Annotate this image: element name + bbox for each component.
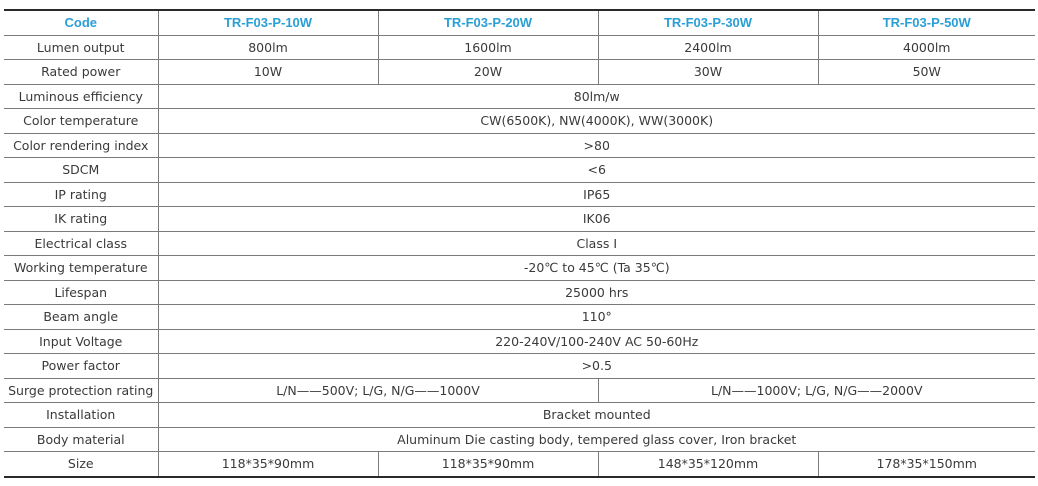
cell-value: 25000 hrs bbox=[158, 280, 1035, 305]
cell-value: 118*35*90mm bbox=[378, 452, 598, 477]
cell-value: 30W bbox=[598, 60, 818, 85]
model-header: TR-F03-P-30W bbox=[598, 10, 818, 35]
cell-value: >0.5 bbox=[158, 354, 1035, 379]
table-row bbox=[4, 84, 1035, 109]
cell-value: 4000lm bbox=[818, 35, 1035, 60]
row-label: Size bbox=[4, 452, 158, 477]
row-label: Installation bbox=[4, 403, 158, 428]
row-label: Color rendering index bbox=[4, 133, 158, 158]
cell-value: 118*35*90mm bbox=[158, 452, 378, 477]
row-label: Lifespan bbox=[4, 280, 158, 305]
model-header: TR-F03-P-20W bbox=[378, 10, 598, 35]
row-label: Luminous efficiency bbox=[4, 84, 158, 109]
model-header: TR-F03-P-10W bbox=[158, 10, 378, 35]
cell-value: CW(6500K), NW(4000K), WW(3000K) bbox=[158, 109, 1035, 134]
cell-value: 178*35*150mm bbox=[818, 452, 1035, 477]
cell-value: 220-240V/100-240V AC 50-60Hz bbox=[158, 329, 1035, 354]
row-label: Working temperature bbox=[4, 256, 158, 281]
table-row bbox=[4, 256, 1035, 281]
row-label: Color temperature bbox=[4, 109, 158, 134]
table-row bbox=[4, 35, 1035, 60]
table-row bbox=[4, 133, 1035, 158]
table-row bbox=[4, 378, 1035, 403]
row-label: Lumen output bbox=[4, 35, 158, 60]
row-label: IK rating bbox=[4, 207, 158, 232]
table-row bbox=[4, 280, 1035, 305]
row-label: Beam angle bbox=[4, 305, 158, 330]
table-row bbox=[4, 427, 1035, 452]
row-label: IP rating bbox=[4, 182, 158, 207]
cell-value: <6 bbox=[158, 158, 1035, 183]
table-row bbox=[4, 452, 1035, 477]
cell-value: Aluminum Die casting body, tempered glass cover, Iron bracket bbox=[158, 427, 1035, 452]
cell-value: Class I bbox=[158, 231, 1035, 256]
cell-value: Bracket mounted bbox=[158, 403, 1035, 428]
cell-value: 1600lm bbox=[378, 35, 598, 60]
row-label: Surge protection rating bbox=[4, 378, 158, 403]
cell-value: IP65 bbox=[158, 182, 1035, 207]
cell-value: 20W bbox=[378, 60, 598, 85]
row-label: SDCM bbox=[4, 158, 158, 183]
table-row bbox=[4, 354, 1035, 379]
table-row bbox=[4, 305, 1035, 330]
table-row bbox=[4, 109, 1035, 134]
cell-value: -20℃ to 45℃ (Ta 35℃) bbox=[158, 256, 1035, 281]
cell-value: L/N——500V; L/G, N/G——1000V bbox=[158, 378, 598, 403]
row-label: Body material bbox=[4, 427, 158, 452]
cell-value: IK06 bbox=[158, 207, 1035, 232]
spec-table bbox=[4, 9, 1035, 478]
cell-value: 148*35*120mm bbox=[598, 452, 818, 477]
model-header: TR-F03-P-50W bbox=[818, 10, 1035, 35]
table-row bbox=[4, 182, 1035, 207]
cell-value: 110° bbox=[158, 305, 1035, 330]
cell-value: 80lm/w bbox=[158, 84, 1035, 109]
table-row bbox=[4, 231, 1035, 256]
row-label: Electrical class bbox=[4, 231, 158, 256]
cell-value: 10W bbox=[158, 60, 378, 85]
cell-value: L/N——1000V; L/G, N/G——2000V bbox=[598, 378, 1035, 403]
header-row bbox=[4, 10, 1035, 35]
row-label: Input Voltage bbox=[4, 329, 158, 354]
table-row bbox=[4, 403, 1035, 428]
table-row bbox=[4, 60, 1035, 85]
row-label: Rated power bbox=[4, 60, 158, 85]
table-row bbox=[4, 207, 1035, 232]
row-label: Power factor bbox=[4, 354, 158, 379]
code-header: Code bbox=[4, 10, 158, 35]
cell-value: 50W bbox=[818, 60, 1035, 85]
cell-value: >80 bbox=[158, 133, 1035, 158]
cell-value: 2400lm bbox=[598, 35, 818, 60]
cell-value: 800lm bbox=[158, 35, 378, 60]
table-row bbox=[4, 329, 1035, 354]
table-row bbox=[4, 158, 1035, 183]
